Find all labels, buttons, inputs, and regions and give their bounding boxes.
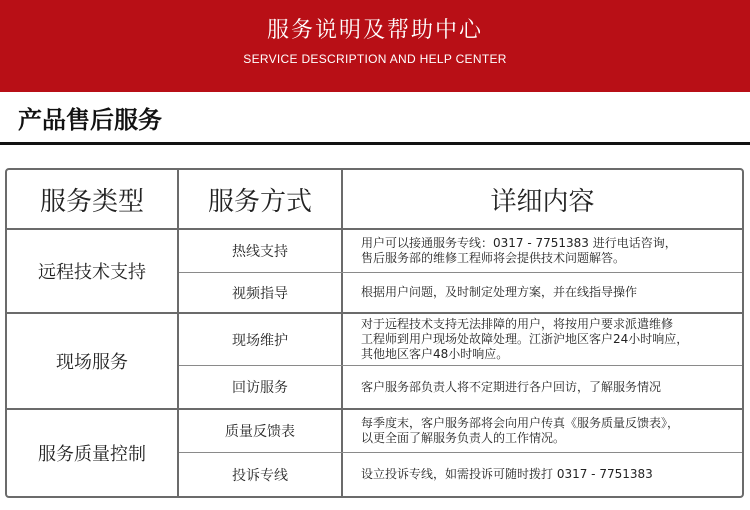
- group-divider: [7, 312, 742, 314]
- header-title-cn: 服务说明及帮助中心: [266, 18, 483, 43]
- detail-line: 对于远程技术支持无法排障的用户，将按用户要求派遣维修: [361, 317, 674, 331]
- column-divider: [341, 170, 343, 496]
- column-header-method: 服务方式: [207, 186, 312, 217]
- column-divider: [177, 170, 179, 496]
- detail-cell: [343, 453, 742, 496]
- detail-line: 用户可以接通服务专线：0317 - 7751383 进行电话咨询，: [361, 236, 677, 250]
- type-cell-quality: 服务质量控制: [38, 444, 146, 465]
- detail-cell: [343, 410, 742, 452]
- group-divider: [7, 408, 742, 410]
- detail-line: 根据用户问题，及时制定处理方案，并在线指导操作: [361, 285, 638, 299]
- detail-line: 每季度末，客户服务部将会向用户传真《服务质量反馈表》，: [361, 416, 680, 430]
- service-table: [5, 168, 744, 498]
- detail-cell: [343, 366, 742, 408]
- row-divider: [179, 365, 742, 366]
- header-banner: [0, 0, 750, 92]
- detail-cell: [343, 273, 742, 312]
- method-cell: 回访服务: [232, 380, 288, 396]
- type-cell-remote: 远程技术支持: [38, 262, 146, 283]
- method-cell: 视频指导: [232, 285, 288, 302]
- header-divider: [7, 228, 742, 230]
- detail-line: 以更全面了解服务负责人的工作情况。: [361, 431, 566, 445]
- method-cell: 热线支持: [232, 244, 288, 260]
- detail-cell: [343, 314, 742, 365]
- type-cell-onsite: 现场服务: [56, 352, 128, 373]
- detail-line: 客户服务部负责人将不定期进行各户回访，了解服务情况: [361, 379, 662, 394]
- detail-line: 其他地区客户48小时响应。: [361, 347, 509, 361]
- detail-cell: [343, 230, 742, 272]
- row-divider: [179, 272, 742, 273]
- header-title-en: SERVICE DESCRIPTION AND HELP CENTER: [243, 52, 507, 66]
- method-cell: 现场维护: [232, 332, 288, 349]
- section-title: 产品售后服务: [18, 106, 162, 134]
- method-cell: 质量反馈表: [225, 424, 295, 440]
- detail-line: 工程师到用户现场处故障处理。江浙沪地区客户24小时响应，: [361, 332, 689, 346]
- detail-line: 设立投诉专线，如需投诉可随时拨打 0317 - 7751383: [361, 467, 653, 481]
- detail-line: 售后服务部的维修工程师将会提供技术问题解答。: [361, 251, 626, 265]
- column-header-type: 服务类型: [39, 186, 144, 217]
- section-divider: [0, 142, 750, 145]
- method-cell: 投诉专线: [232, 467, 288, 484]
- column-header-detail: 详细内容: [490, 186, 595, 217]
- row-divider: [179, 452, 742, 453]
